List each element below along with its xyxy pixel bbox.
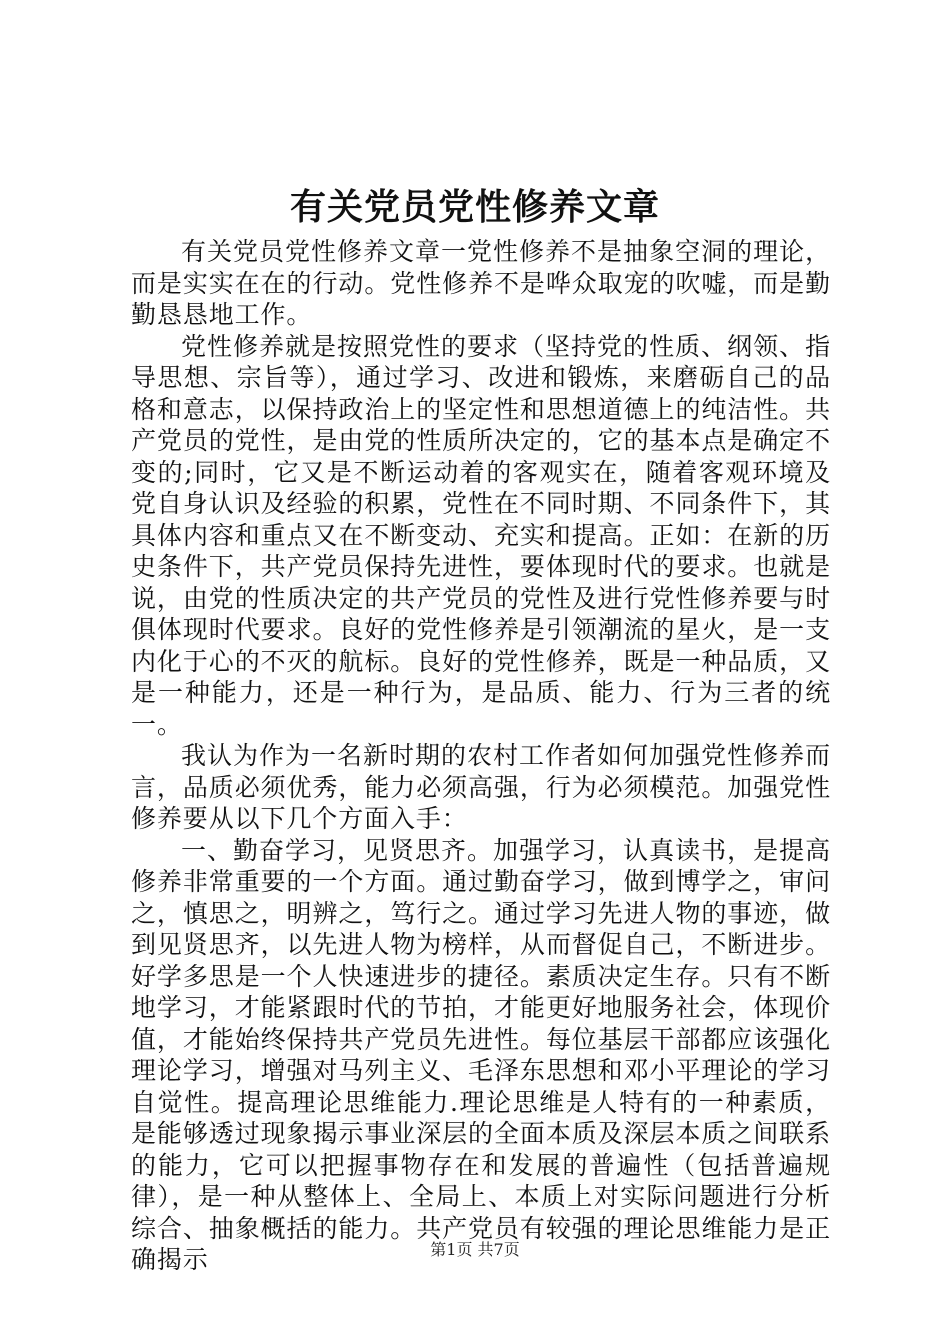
- paragraph-1: 有关党员党性修养文章一党性修养不是抽象空洞的理论，而是实实在在的行动。党性修养不是哗众取宠的吹嘘，而是勤勤恳恳地工作。: [131, 237, 831, 329]
- paragraph-3: 我认为作为一名新时期的农村工作者如何加强党性修养而言，品质必须优秀，能力必须高强，行为必须模范。加强党性修养要从以下几个方面入手：: [131, 741, 831, 833]
- document-title: 有关党员党性修养文章: [289, 187, 660, 228]
- document-body: [131, 236, 831, 1276]
- paragraph-4: 一、勤奋学习，见贤思齐。加强学习，认真读书，是提高修养非常重要的一个方面。通过勤奋学习，做到博学之，审问之，慎思之，明辨之，笃行之。通过学习先进人物的事迹，做到见贤思齐，以先进人物为榜样，从而督促自己，不断进步。好学多思是一个人快速进步的捷径。素质决定生存。只有不断地学习，才能紧跟时代的节拍，才能更好地服务社会，体现价值，才能始终保持共产党员先进性。每位基层干部都应该强化理论学习，增强对马列主义、毛泽东思想和邓小平理论的学习自觉性。提高理论思维能力.理论思维是人特有的一种素质，是能够透过现象揭示事业深层的全面本质及深层本质之间联系的能力，它可以把握事物存在和发展的普遍性（包括普遍规律），是一种从整体上、全局上、本质上对实际问题进行分析综合、抽象概括的能力。共产党员有较强的理论思维能力是正确揭示: [131, 835, 831, 1274]
- page-number-footer: 第1页 共7页: [430, 1240, 520, 1259]
- paragraph-2: 党性修养就是按照党性的要求（坚持党的性质、纲领、指导思想、宗旨等），通过学习、改进和锻炼，来磨砺自己的品格和意志，以保持政治上的坚定性和思想道德上的纯洁性。共产党员的党性，是由党的性质所决定的，它的基本点是确定不变的;同时，它又是不断运动着的客观实在，随着客观环境及党自身认识及经验的积累，党性在不同时期、不同条件下，其具体内容和重点又在不断变动、充实和提高。正如：在新的历史条件下，共产党员保持先进性，要体现时代的要求。也就是说，由党的性质决定的共产党员的党性及进行党性修养要与时俱体现时代要求。良好的党性修养是引领潮流的星火，是一支内化于心的不灭的航标。良好的党性修养，既是一种品质，又是一种能力，还是一种行为，是品质、能力、行为三者的统一。: [131, 331, 831, 739]
